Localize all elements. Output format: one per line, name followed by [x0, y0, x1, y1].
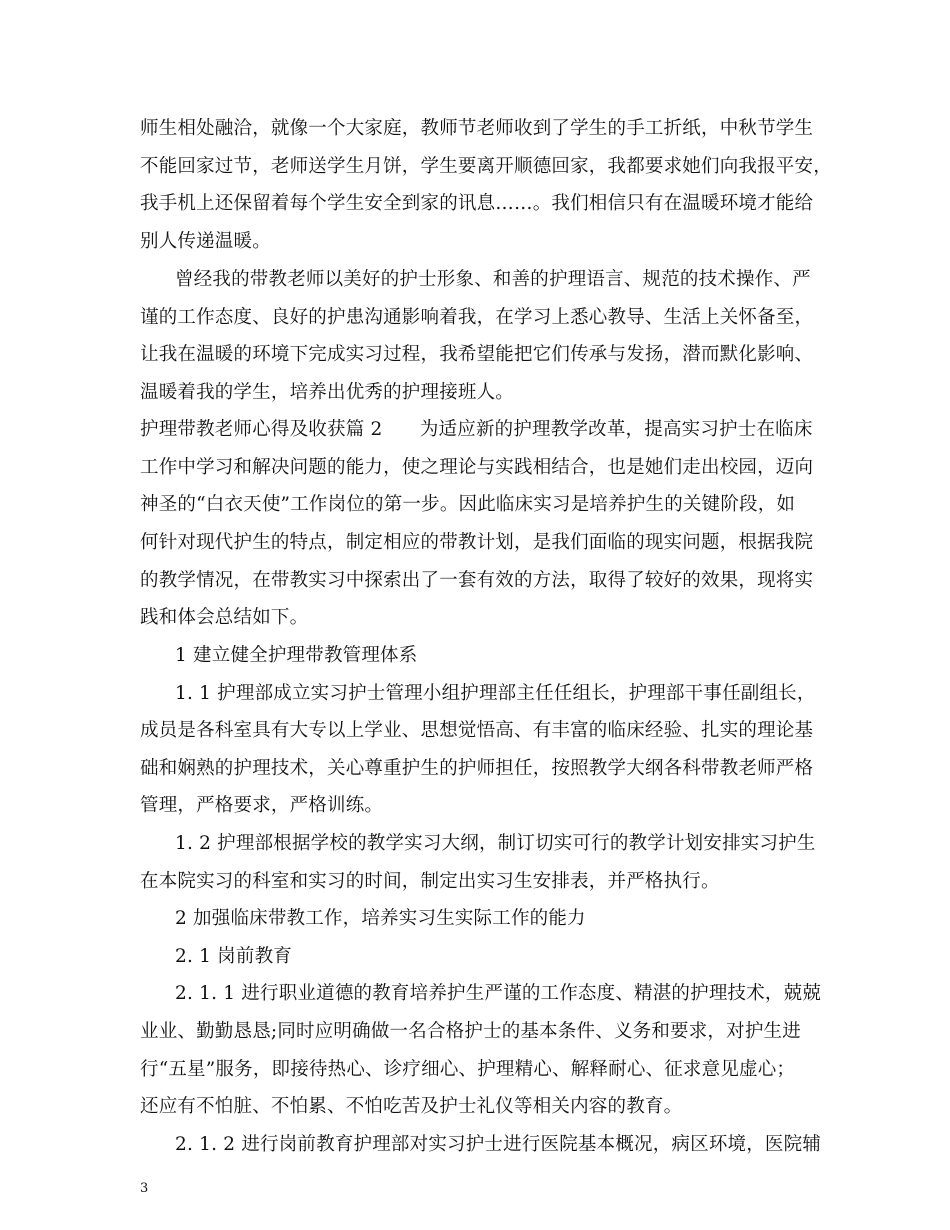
text-line: 的教学情况，在带教实习中探索出了一套有效的方法，取得了较好的效果，现将实: [140, 570, 814, 591]
text-line: 师生相处融洽，就像一个大家庭，教师节老师收到了学生的手工折纸，中秋节学生: [140, 118, 814, 139]
text-line: 1. 1 护理部成立实习护士管理小组护理部主任任组长，护理部干事任副组长，: [175, 683, 816, 704]
text-line: 曾经我的带教老师以美好的护士形象、和善的护理语言、规范的技术操作、严: [175, 269, 811, 290]
text-line: 工作中学习和解决问题的能力，使之理论与实践相结合，也是她们走出校园，迈向: [140, 457, 814, 478]
text-line: 践和体会总结如下。: [140, 607, 309, 628]
text-line: 谨的工作态度、良好的护患沟通影响着我，在学习上悉心教导、生活上关怀备至，: [140, 307, 814, 328]
text-line: 神圣的“白衣天使”工作岗位的第一步。因此临床实习是培养护生的关键阶段，如: [140, 494, 796, 515]
text-line: 础和娴熟的护理技术，关心尊重护生的护师担任，按照教学大纲各科带教老师严格: [140, 758, 814, 779]
text-line: 还应有不怕脏、不怕累、不怕吃苦及护士礼仪等相关内容的教育。: [140, 1096, 683, 1117]
text-line: 管理，严格要求，严格训练。: [140, 795, 384, 816]
section-heading: 2 加强临床带教工作，培养实习生实际工作的能力: [175, 908, 586, 929]
section-heading: 1 建立健全护理带教管理体系: [175, 645, 418, 666]
text-line: 我手机上还保留着每个学生安全到家的讯息……。我们相信只有在温暖环境才能给: [140, 193, 814, 214]
subsection-heading: 2. 1 岗前教育: [175, 946, 292, 967]
text-line: 1. 2 护理部根据学校的教学实习大纲，制订切实可行的教学计划安排实习护生: [175, 833, 816, 854]
text-line: 业业、勤勤恳恳;同时应明确做一名合格护士的基本条件、义务和要求，对护生进: [140, 1021, 801, 1042]
text-line: 2. 1. 2 进行岗前教育护理部对实习护士进行医院基本概况，病区环境，医院辅: [175, 1134, 822, 1155]
text-line: 护理带教老师心得及收获篇 2 为适应新的护理教学改革，提高实习护士在临床: [140, 419, 813, 440]
page-number: 3: [140, 1181, 149, 1196]
text-line: 不能回家过节，老师送学生月饼，学生要离开顺德回家，我都要求她们向我报平安，: [140, 156, 832, 177]
text-line: 2. 1. 1 进行职业道德的教育培养护生严谨的工作态度、精湛的护理技术，兢兢: [175, 983, 822, 1004]
text-line: 让我在温暖的环境下完成实习过程，我希望能把它们传承与发扬，潜而默化影响、: [140, 344, 814, 365]
text-line: 温暖着我的学生，培养出优秀的护理接班人。: [140, 382, 515, 403]
text-line: 何针对现代护生的特点，制定相应的带教计划，是我们面临的现实问题，根据我院: [140, 532, 814, 553]
text-line: 行“五星”服务，即接待热心、诊疗细心、护理精心、解释耐心、征求意见虚心；: [140, 1059, 796, 1080]
text-line: 成员是各科室具有大专以上学业、思想觉悟高、有丰富的临床经验、扎实的理论基: [140, 720, 814, 741]
text-line: 别人传递温暖。: [140, 231, 271, 252]
text-line: 在本院实习的科室和实习的时间，制定出实习生安排表，并严格执行。: [140, 871, 720, 892]
